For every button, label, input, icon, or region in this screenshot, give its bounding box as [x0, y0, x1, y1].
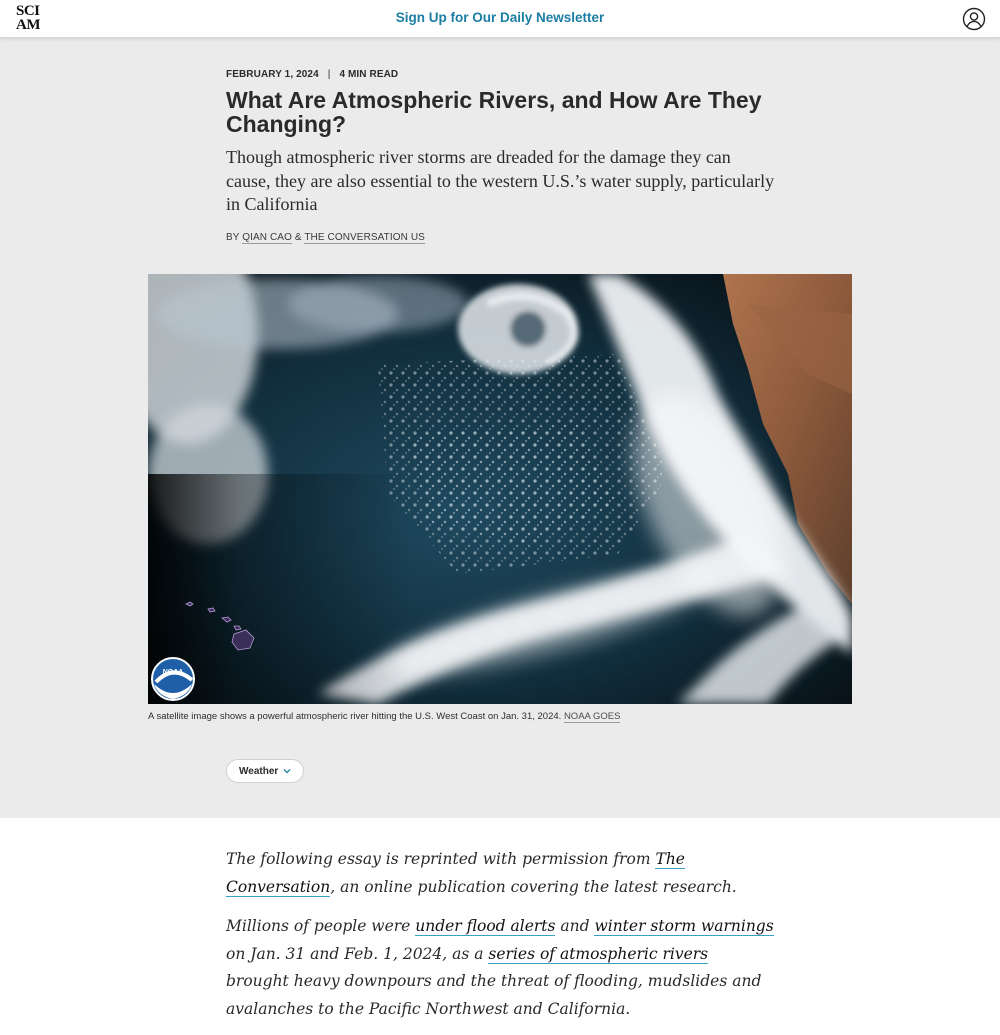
p1-text-before: The following essay is reprinted with permission from [226, 850, 656, 868]
body-paragraph-2 [226, 913, 774, 1023]
newsletter-signup-link[interactable]: Sign Up for Our Daily Newsletter [395, 10, 605, 25]
p1-text-after: , an online publication covering the latest research. [330, 877, 737, 896]
image-credit-link[interactable]: NOAA GOES [563, 711, 621, 722]
body-paragraph-1 [226, 846, 774, 901]
publish-date: FEBRUARY 1, 2024 [226, 69, 319, 80]
logo-line-2: AM [16, 17, 40, 33]
logo-line-1: SCI [16, 3, 40, 19]
p2-text-1: Millions of people were [226, 917, 416, 935]
tag-label: Weather [239, 765, 279, 777]
noaa-badge-text: NOAA [162, 669, 184, 676]
p2-text-4: brought heavy downpours and the threat of flooding, mudslides and avalanches to the Pacific Northwest and California. [226, 972, 762, 1018]
account-button[interactable] [962, 7, 986, 31]
hero-satellite-image [148, 274, 852, 704]
user-circle-icon [962, 7, 986, 31]
article-title: What Are Atmospheric Rivers, and How Are They Changing? [226, 87, 762, 137]
caption-text: A satellite image shows a powerful atmospheric river hitting the U.S. West Coast on Jan. 31, 2024. [148, 711, 562, 722]
read-time: 4 MIN READ [339, 69, 399, 80]
article-body [226, 846, 774, 1035]
meta-separator: | [327, 69, 331, 80]
weather-tag-button[interactable] [226, 759, 304, 783]
p2-text-3: on Jan. 31 and Feb. 1, 2024, as a [226, 944, 489, 963]
image-caption [148, 711, 620, 722]
article-dek: Though atmospheric river storms are dreaded for the damage they can cause, they are also essential to the western U.S.’s water supply, particularly in California [226, 147, 775, 214]
author-link-qian-cao[interactable]: QIAN CAO [242, 232, 292, 243]
byline-ampersand: & [294, 232, 302, 243]
author-link-the-conversation[interactable]: THE CONVERSATION US [304, 232, 425, 243]
flood-alerts-link[interactable]: under flood alerts [415, 917, 556, 935]
article-header [0, 38, 1000, 818]
winter-storm-warnings-link[interactable]: winter storm warnings [594, 917, 774, 935]
the-conversation-link[interactable]: The Conversation [226, 850, 685, 896]
atmospheric-rivers-link[interactable]: series of atmospheric rivers [488, 944, 709, 963]
article-meta [226, 69, 398, 80]
top-bar [0, 0, 1000, 38]
byline-prefix: BY [226, 232, 240, 243]
byline [226, 232, 425, 243]
p2-text-2: and [555, 917, 595, 935]
chevron-down-icon [283, 767, 291, 775]
noaa-logo [152, 658, 194, 700]
